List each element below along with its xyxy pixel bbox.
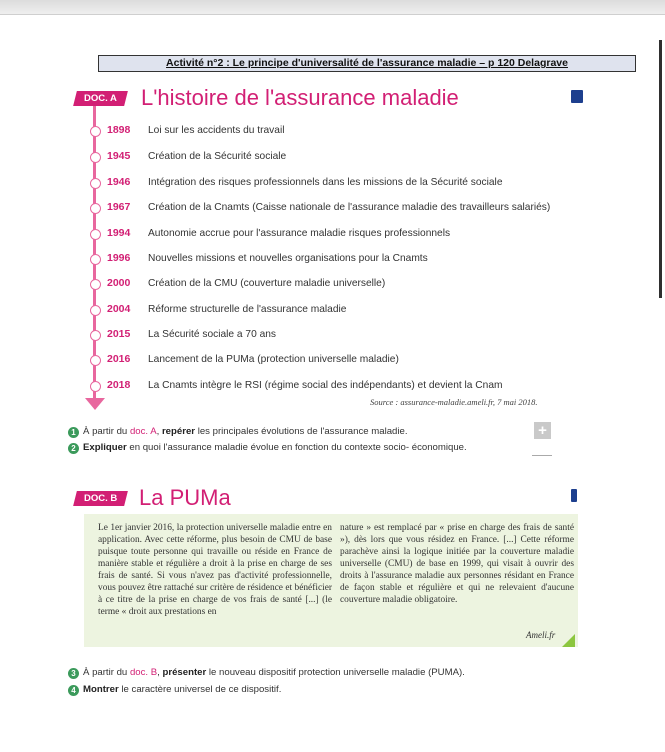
timeline-text: Réforme structurelle de l'assurance maladie (148, 304, 347, 315)
timeline-text: La Cnamts intègre le RSI (régime social des indépendants) et devient la Cnam (148, 380, 503, 391)
doc-reference-link[interactable]: doc. B (129, 667, 158, 678)
doc-b-tag: DOC. B (73, 491, 128, 506)
timeline-year: 1946 (107, 176, 131, 188)
timeline-text: Création de la Sécurité sociale (148, 151, 287, 162)
timeline-year: 2015 (107, 328, 131, 340)
timeline-item (90, 301, 610, 321)
right-margin-rule (659, 40, 662, 298)
timeline-text: Création de la Cnamts (Caisse nationale de l'assurance maladie des travailleurs salariés) (148, 202, 551, 213)
timeline-item (90, 199, 610, 219)
bookmark-icon[interactable] (571, 90, 583, 103)
question-text: le caractère universel de ce dispositif. (118, 684, 282, 695)
question-text: en quoi l'assurance maladie évolue en fonction du contexte socio- économique. (126, 442, 467, 453)
timeline-dot-icon (90, 254, 101, 265)
timeline-item (90, 275, 610, 295)
timeline-text: Intégration des risques professionnels dans les missions de la Sécurité sociale (148, 177, 503, 188)
doc-b-column-1: Le 1er janvier 2016, la protection universelle maladie entre en application. Avec cette réforme, plus besoin de CMU de base puisque toute personne qui travaille ou réside en France de manière stable et régulière a droit à la prise en charge de ses frais de santé. Si vous n'avez pas d'activité professionnelle, vous pouvez être rattaché sur critère de résidence et bénéficier à ce titre de la prise en charge de vos frais de santé [...] (le terme « droit aux prestations en (98, 523, 332, 617)
question-verb: Expliquer (83, 442, 127, 453)
timeline-year: 2000 (107, 277, 131, 289)
corner-leaf-icon (562, 634, 575, 647)
timeline-item (90, 377, 610, 397)
question-number-badge: 1 (68, 427, 79, 438)
timeline-text: Loi sur les accidents du travail (148, 125, 285, 136)
question-number-badge: 4 (68, 685, 79, 696)
timeline-item (90, 122, 610, 142)
question-verb: présenter (162, 667, 207, 678)
timeline-dot-icon (90, 305, 101, 316)
timeline-text: Lancement de la PUMa (protection universelle maladie) (148, 354, 399, 365)
timeline-dot-icon (90, 229, 101, 240)
question-text: , (156, 426, 162, 437)
question-text: les principales évolutions de l'assurance maladie. (195, 426, 408, 437)
timeline-item (90, 148, 610, 168)
timeline-dot-icon (90, 152, 101, 163)
timeline-dot-icon (90, 178, 101, 189)
question-verb: Montrer (83, 684, 119, 695)
question-2 (68, 442, 467, 454)
timeline-dot-icon (90, 330, 101, 341)
question-1 (68, 426, 408, 438)
timeline-dot-icon (90, 279, 101, 290)
timeline-item (90, 174, 610, 194)
divider (532, 455, 552, 456)
timeline-dot-icon (90, 381, 101, 392)
doc-b-text-box (84, 514, 578, 647)
question-3 (68, 667, 465, 679)
question-number-badge: 3 (68, 668, 79, 679)
timeline-text: La Sécurité sociale a 70 ans (148, 329, 276, 340)
question-number-badge: 2 (68, 443, 79, 454)
timeline-dot-icon (90, 203, 101, 214)
timeline-dot-icon (90, 126, 101, 137)
doc-reference-link[interactable]: doc. A (129, 426, 157, 437)
timeline-text: Nouvelles missions et nouvelles organisations pour la Cnamts (148, 253, 428, 264)
timeline-year: 2018 (107, 379, 131, 391)
question-text: le nouveau dispositif protection universelle maladie (PUMA). (206, 667, 465, 678)
question-text: À partir du (83, 667, 130, 678)
timeline-year: 1996 (107, 252, 131, 264)
timeline-dot-icon (90, 355, 101, 366)
timeline-item (90, 250, 610, 270)
timeline-year: 2016 (107, 353, 131, 365)
doc-b-title: La PUMa (139, 485, 231, 510)
question-text: À partir du (83, 426, 130, 437)
question-verb: repérer (161, 426, 196, 437)
question-text: , (157, 667, 163, 678)
doc-b-source: Ameli.fr (526, 630, 556, 640)
timeline-year: 1994 (107, 227, 131, 239)
bookmark-icon[interactable] (571, 489, 577, 502)
timeline-year: 1967 (107, 201, 131, 213)
timeline-year: 1898 (107, 124, 131, 136)
doc-a-source: Source : assurance-maladie.ameli.fr, 7 mai 2018. (370, 397, 538, 407)
timeline-text: Création de la CMU (couverture maladie universelle) (148, 278, 386, 289)
doc-a-title: L'histoire de l'assurance maladie (141, 85, 459, 110)
timeline-text: Autonomie accrue pour l'assurance maladie risques professionnels (148, 228, 451, 239)
timeline-item (90, 326, 610, 346)
doc-b-column-2: nature » est remplacé par « prise en charge des frais de santé »), dès lors que vous résidez en France. [...] Cette réforme parachève ainsi la logique initiée par la couverture maladie universelle (CMU) de base en 1999, qui visait à ouvrir des droits à l'assurance maladie aux personnes résidant en France de façon stable et régulière et qui ne relevaient d'aucune couverture maladie obligatoire. (340, 523, 574, 605)
question-4 (68, 684, 281, 696)
timeline-year: 1945 (107, 150, 131, 162)
timeline-year: 2004 (107, 303, 131, 315)
activity-header: Activité n°2 : Le principe d'universalité de l'assurance maladie – p 120 Delagrave (98, 55, 636, 72)
doc-a-tag: DOC. A (73, 91, 128, 106)
timeline-item (90, 225, 610, 245)
timeline-arrow-icon (85, 398, 105, 410)
timeline-item (90, 351, 610, 371)
top-bar (0, 0, 665, 15)
expand-plus-button[interactable]: + (534, 422, 551, 439)
